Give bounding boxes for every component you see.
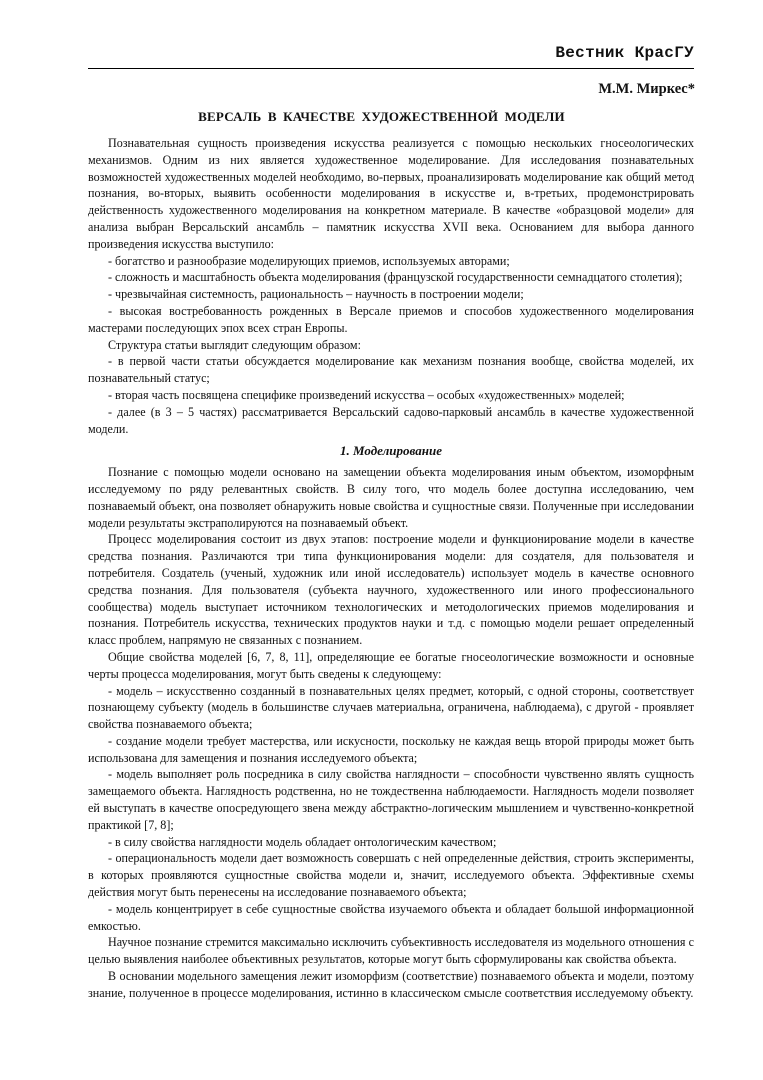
list-item: - модель – искусственно созданный в познавательных целях предмет, который, с одной стороны, соответствует познающему субъекту (модель в большинстве случаев материальна, ограничена, наблюдаема), с другой - проявляет свойства познаваемого объекта; xyxy=(88,683,694,732)
list-item: - в первой части статьи обсуждается моделирование как механизм познания вообще, свойства моделей, их познавательный статус; xyxy=(88,354,694,386)
paragraph: Научное познание стремится максимально исключить субъективность исследователя из модельного отношения с целью выявления наиболее объективных результатов, которые могут быть сформулированы как свойства объекта. xyxy=(88,935,694,967)
running-header xyxy=(88,36,694,69)
paragraph: Общие свойства моделей [6, 7, 8, 11], определяющие ее богатые гносеологические возможности и основные черты процесса моделирования, могут быть сведены к следующему: xyxy=(88,649,694,681)
intro-paragraph: Познавательная сущность произведения искусства реализуется с помощью нескольких гносеологических механизмов. Одним из них является художественное моделирование. Для исследования познавательных возможностей художественных моделей необходимо, во-первых, проанализировать моделирование как общий метод познания, во-вторых, выявить особенности моделирования в искусстве и, в-третьих, продемонстрировать действенность художественного моделирования на конкретном материале. В качестве «образцовой модели» для анализа выбран Версальский ансамбль – памятник искусства XVII века. Основанием для выбора данного произведения искусства выступило: xyxy=(88,136,694,251)
list-item: - создание модели требует мастерства, или искусности, поскольку не каждая вещь второй природы может быть использована для замещения и познания исследуемого объекта; xyxy=(88,733,694,765)
list-item: - модель концентрирует в себе сущностные свойства изучаемого объекта и обладает большой информационной емкостью. xyxy=(88,901,694,933)
article-title: ВЕРСАЛЬ В КАЧЕСТВЕ ХУДОЖЕСТВЕННОЙ МОДЕЛИ xyxy=(198,109,565,124)
list-item: - высокая востребованность рожденных в Версале приемов и способов художественного моделирования мастерами последующих эпох всех стран Европы. xyxy=(88,303,694,335)
list-item: - далее (в 3 – 5 частях) рассматривается Версальский садово-парковый ансамбль в качестве художественной модели. xyxy=(88,404,694,436)
journal-title: Вестник КрасГУ xyxy=(555,44,694,62)
list-item: - модель выполняет роль посредника в силу свойства наглядности – способности чувственно являть сущность замещаемого объекта. Наглядность родственна, но не тождественна наблюдаемости. Наглядность модели позволяет ей выступать в качестве опосредующего звена между абстрактно-логическим мышлением и чувственно-конкретной практикой [7, 8]; xyxy=(88,767,694,832)
author-name: М.М. Миркес* xyxy=(598,81,695,97)
intro-paragraph: Структура статьи выглядит следующим образом: xyxy=(108,337,361,352)
list-item: - в силу свойства наглядности модель обладает онтологическим качеством; xyxy=(108,834,497,849)
section-heading: 1. Моделирование xyxy=(340,443,442,459)
list-item: - сложность и масштабность объекта моделирования (французской государственности семнадцатого столетия); xyxy=(108,270,683,285)
list-item: - чрезвычайная системность, рациональность – научность в построении модели; xyxy=(108,287,524,302)
list-item: - вторая часть посвящена специфике произведений искусства – особых «художественных» моделей; xyxy=(108,387,625,402)
list-item: - операциональность модели дает возможность совершать с ней определенные действия, строить эксперименты, в которых проявляются сущностные свойства модели и, значит, исследуемого объекта. Эффективные схемы действия могут быть перенесены на исследование познаваемого объекта; xyxy=(88,851,694,900)
list-item: - богатство и разнообразие моделирующих приемов, используемых авторами; xyxy=(108,253,510,268)
header-rule xyxy=(88,68,694,69)
paragraph: В основании модельного замещения лежит изоморфизм (соответствие) познаваемого объекта и модели, поэтому знание, полученное в процессе моделирования, истинно в классическом смысле соответствия исследуемому объекту. xyxy=(88,969,694,1000)
paragraph: Познание с помощью модели основано на замещении объекта моделирования иным объектом, изоморфным исследуемому по ряду релевантных свойств. В силу того, что модель более доступна исследованию, чем познаваемый объект, она позволяет обнаружить новые свойства и сущностные связи. Полученные при исследовании модели результаты экстраполируются на познаваемый объект. xyxy=(88,465,694,530)
paragraph: Процесс моделирования состоит из двух этапов: построение модели и функционирование модели в качестве средства познания. Различаются три типа функционирования модели: для создателя, для пользователя и потребителя. Создатель (ученый, художник или иной исследователь) использует модель в качестве основного средства познания. Для пользователя (субъекта научного, художественного или иного профессионального сообщества) модель выступает источником технологических и методологических приемов моделирования и познания. Потребитель искусства, технических продуктов науки и т.д. с помощью модели решает определенный класс проблем, напрямую не связанных с познанием. xyxy=(88,532,694,648)
article-body xyxy=(88,135,694,1002)
